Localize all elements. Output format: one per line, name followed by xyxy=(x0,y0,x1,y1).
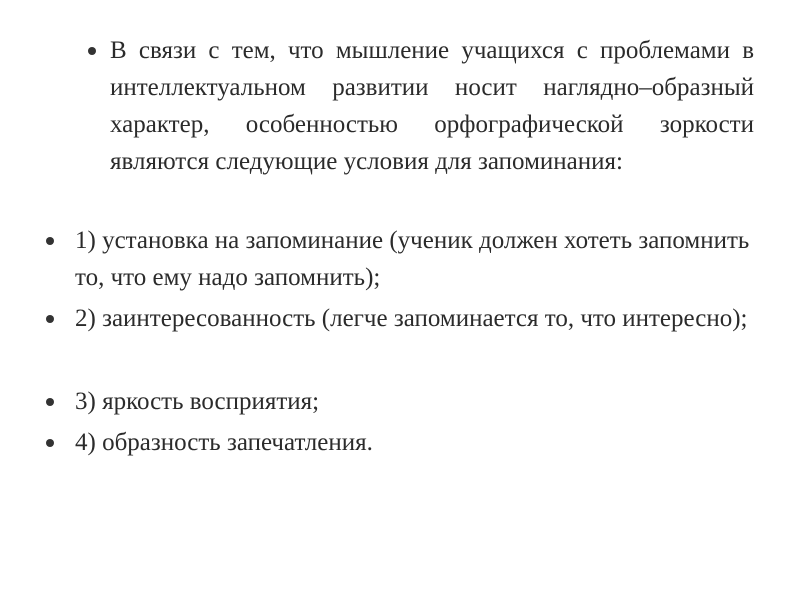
bullet-dot-icon xyxy=(46,315,54,323)
bullet-dot-icon xyxy=(46,439,54,447)
condition-text: 4) образность запечатления. xyxy=(75,429,373,456)
intro-paragraph: В связи с тем, что мышление учащихся с проблемами в интеллектуальном развитии носит наглядно–образный характер, особенностью орфографической зоркости являются следующие условия для запоминания: xyxy=(110,37,754,175)
condition-text: 1) установка на запоминание (ученик должен хотеть запомнить то, что ему надо запомнить); xyxy=(75,227,750,291)
condition-item-1 xyxy=(46,222,758,296)
bullet-dot-icon xyxy=(46,398,54,406)
condition-item-2 xyxy=(46,300,758,337)
bullet-dot-icon xyxy=(46,237,54,245)
condition-text: 3) яркость восприятия; xyxy=(75,388,320,415)
bullet-dot-icon xyxy=(88,47,96,55)
condition-text: 2) заинтересованность (легче запоминается то, что интересно); xyxy=(75,305,748,332)
condition-item-4 xyxy=(46,424,758,461)
intro-bullet xyxy=(88,32,754,180)
condition-item-3 xyxy=(46,383,758,420)
